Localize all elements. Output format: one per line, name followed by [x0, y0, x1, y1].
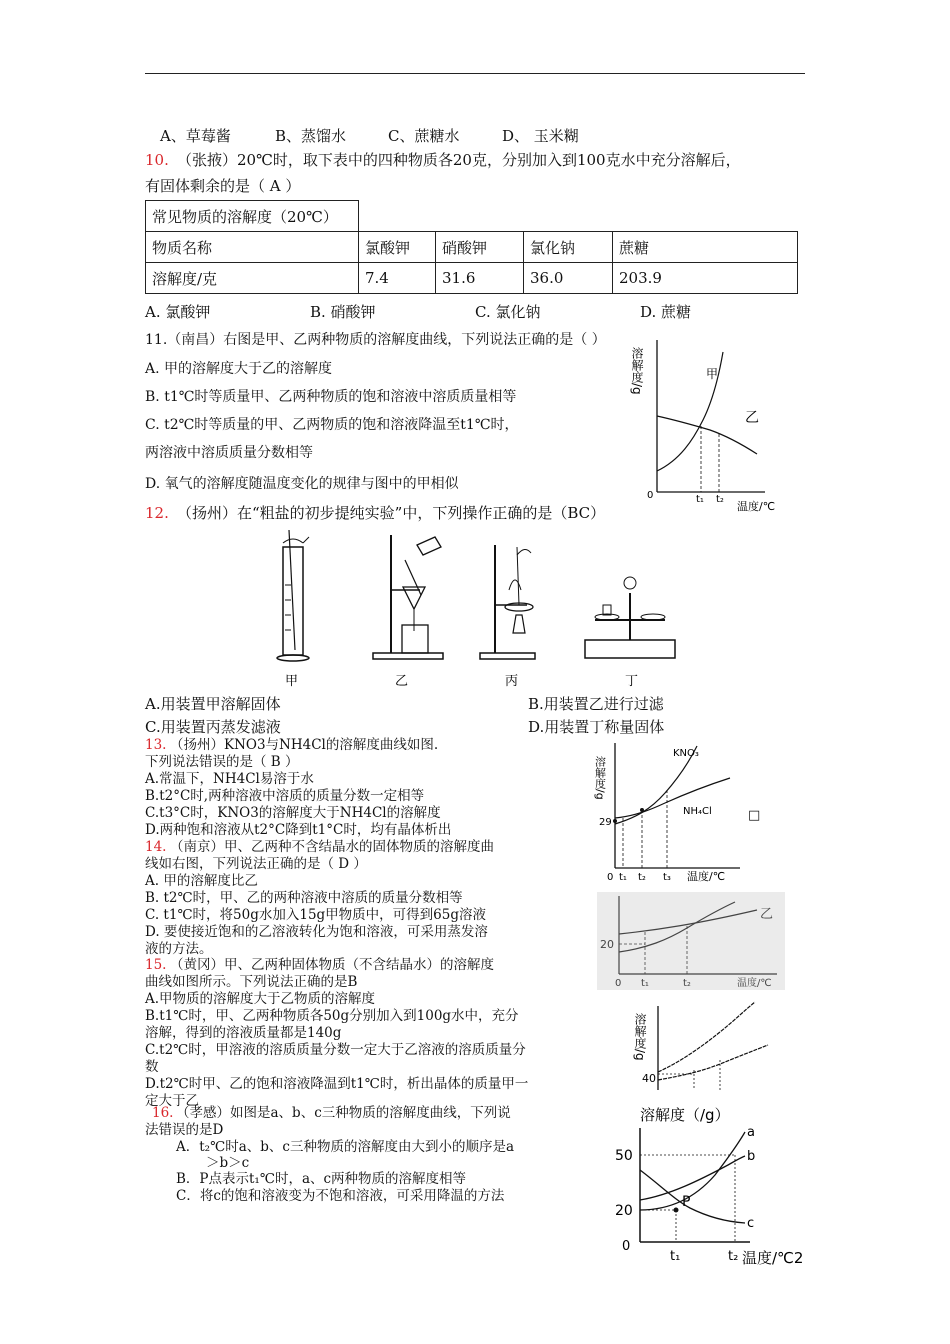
- tick-t1: t₁: [696, 494, 704, 505]
- tick-t1: t₁: [641, 978, 649, 989]
- origin: 0: [607, 872, 614, 883]
- table-cell: 蔗糖: [613, 232, 798, 263]
- q10-line1: （张掖）20℃时，取下表中的四种物质各20克，分别加入到100克水中充分溶解后，: [177, 151, 741, 169]
- table-cell: 7.4: [359, 263, 436, 294]
- solubility-table: [145, 200, 798, 294]
- q14-option-b: B. t2℃时，甲、乙的两种溶液中溶质的质量分数相等: [145, 890, 463, 906]
- q15-number: 15.: [145, 957, 167, 973]
- q12-option-a: A.用装置甲溶解固体: [145, 695, 281, 713]
- q14-option-a: A. 甲的溶解度比乙: [145, 873, 258, 889]
- table-cell: 物质名称: [146, 232, 359, 263]
- q15-line1: （黄冈）甲、乙两种固体物质（不含结晶水）的溶解度: [170, 957, 494, 973]
- q15-solubility-chart: [633, 1000, 770, 1092]
- label-yi: 乙: [745, 410, 759, 426]
- q16-option-c: C．将c的饱和溶液变为不饱和溶液，可采用降温的方法: [176, 1188, 505, 1204]
- q15-option-d1: D.t2℃时甲、乙的饱和溶液降温到t1℃时，析出晶体的质量甲一: [145, 1076, 529, 1092]
- table-title: 常见物质的溶解度（20℃）: [146, 201, 359, 232]
- label-c: c: [747, 1216, 755, 1231]
- q11-option-c2: 两溶液中溶质质量分数相等: [145, 445, 313, 461]
- label-ding: 丁: [625, 674, 639, 689]
- apparatus-ding: [585, 577, 675, 658]
- table-cell: 31.6: [436, 263, 524, 294]
- xlabel: 温度/℃: [737, 500, 776, 513]
- table-cell: 203.9: [613, 263, 798, 294]
- origin: 0: [615, 978, 622, 989]
- q13-option-c: C.t3°C时，KNO3的溶解度大于NH4Cl的溶解度: [145, 805, 441, 821]
- curve-b: [640, 1156, 745, 1200]
- q14-option-d2: 液的方法。: [145, 941, 213, 957]
- tick-t1: t₁: [619, 872, 627, 883]
- q16-option-b: B．P点表示t₁℃时，a、c两种物质的溶解度相等: [176, 1171, 467, 1187]
- apparatus-bing: [480, 545, 535, 659]
- q16-number: 16.: [152, 1105, 174, 1121]
- placeholder-box: □: [748, 808, 761, 823]
- q16-solubility-chart: [610, 1100, 810, 1272]
- q12-apparatus-figure: [255, 525, 695, 690]
- tick-t3: t₃: [663, 872, 671, 883]
- q13-option-a: A.常温下，NH4Cl易溶于水: [145, 771, 314, 787]
- label-yi: 乙: [395, 674, 409, 689]
- q11-option-c1: C. t2℃时等质量的甲、乙两物质的饱和溶液降温至t1℃时，: [145, 417, 519, 433]
- label-kno3: KNO₃: [673, 748, 699, 759]
- q15-option-a: A.甲物质的溶解度大于乙物质的溶解度: [145, 991, 376, 1007]
- q10-option-c: C. 氯化钠: [475, 303, 541, 321]
- q12-option-c: C.用装置丙蒸发滤液: [145, 718, 281, 736]
- q15-option-d2: 定大于乙: [145, 1093, 199, 1109]
- y-20: 20: [600, 938, 614, 951]
- xlabel: 温度/℃: [737, 978, 772, 989]
- q9-option-c: C、蔗糖水: [388, 127, 460, 145]
- tick-t2: t₂: [728, 1249, 739, 1264]
- apparatus-jia: [277, 530, 309, 661]
- q10-number: 10.: [145, 151, 169, 169]
- q15-line2: 曲线如图所示。下列说法正确的是B: [145, 974, 358, 990]
- label-bing: 丙: [505, 674, 519, 689]
- q13-line1: （扬州）KNO3与NH4Cl的溶解度曲线如图.: [170, 737, 439, 753]
- q13-option-d: D.两种饱和溶液从t2°C降到t1°C时，均有晶体析出: [145, 822, 452, 838]
- xlabel: 温度/℃2: [742, 1249, 804, 1267]
- y-50: 50: [615, 1148, 633, 1164]
- q12-option-b: B.用装置乙进行过滤: [528, 695, 664, 713]
- header-rule: [145, 73, 805, 74]
- apparatus-yi: [373, 535, 443, 659]
- ylabel: 溶解度（/g）: [640, 1106, 730, 1124]
- q16-line2: 法错误的是D: [145, 1122, 224, 1138]
- label-p: P: [682, 1194, 691, 1210]
- q14-number: 14.: [145, 839, 167, 855]
- tick-t2: t₂: [638, 872, 646, 883]
- point-p: [674, 1208, 679, 1213]
- q15-option-b2: 溶解，得到的溶液质量都是140g: [145, 1025, 342, 1041]
- q10-option-b: B. 硝酸钾: [310, 303, 376, 321]
- q11-option-d: D. 氧气的溶解度随温度变化的规律与图中的甲相似: [145, 476, 459, 492]
- q15-option-c2: 数: [145, 1059, 159, 1075]
- ylabel: 溶解度/g: [593, 756, 607, 800]
- q16-option-a1: A．t₂℃时a、b、c三种物质的溶解度由大到小的顺序是a: [176, 1139, 514, 1155]
- q11-option-b: B. t1℃时等质量甲、乙两种物质的饱和溶液中溶质质量相等: [145, 389, 517, 405]
- y-20: 20: [615, 1203, 633, 1219]
- q14-solubility-chart: [597, 892, 785, 990]
- q13-line2: 下列说法错误的是（ B ）: [145, 754, 299, 770]
- ylabel: 溶解度/g: [633, 1013, 647, 1061]
- tick-t2: t₂: [683, 978, 691, 989]
- tick-t1: t₁: [670, 1249, 681, 1264]
- curve-yi: [658, 1045, 768, 1080]
- q11-option-a: A. 甲的溶解度大于乙的溶解度: [145, 361, 333, 377]
- table-cell: 硝酸钾: [436, 232, 524, 263]
- label-jia: 甲: [706, 367, 719, 381]
- q14-line2: 线如右图，下列说法正确的是（ D ）: [145, 856, 367, 872]
- q9-option-b: B、蒸馏水: [275, 127, 347, 145]
- curve-jia: [658, 1002, 755, 1072]
- label-jia: 甲: [285, 674, 299, 689]
- label-yi: 乙: [760, 907, 774, 922]
- label-a: a: [747, 1125, 755, 1140]
- q15-option-c1: C.t2℃时，甲溶液的溶质质量分数一定大于乙溶液的溶质质量分: [145, 1042, 526, 1058]
- curve-yi: [657, 416, 757, 454]
- table-cell: 氯化钠: [524, 232, 613, 263]
- label-nh4cl: NH₄Cl: [683, 806, 712, 817]
- ylabel: 溶解度/g: [630, 347, 644, 395]
- q12-number: 12.: [145, 504, 169, 522]
- table-cell: 36.0: [524, 263, 613, 294]
- q10-line2: 有固体剩余的是（ A ）: [145, 177, 301, 195]
- q9-option-a: A、草莓酱: [160, 127, 231, 145]
- q13-number: 13.: [145, 737, 167, 753]
- table-row: [146, 232, 798, 263]
- y-29: 29: [599, 817, 612, 828]
- q16-option-a2: ＞b＞c: [206, 1155, 250, 1171]
- q12-option-d: D.用装置丁称量固体: [528, 718, 665, 736]
- q16-line1: （孝感）如图是a、b、c三种物质的溶解度曲线，下列说: [176, 1105, 511, 1121]
- origin: 0: [647, 490, 654, 501]
- origin: 0: [622, 1239, 631, 1254]
- q10-option-d: D. 蔗糖: [640, 303, 692, 321]
- label-b: b: [747, 1149, 756, 1164]
- curve-a: [640, 1132, 745, 1210]
- q12-stem: （扬州）在“粗盐的初步提纯实验”中，下列操作正确的是（BC）: [177, 504, 606, 522]
- table-cell: 溶解度/克: [146, 263, 359, 294]
- q9-option-d: D、 玉米糊: [502, 127, 579, 145]
- xlabel: 温度/℃: [687, 870, 726, 883]
- q14-option-d1: D. 要使接近饱和的乙溶液转化为饱和溶液，可采用蒸发溶: [145, 924, 488, 940]
- q10-option-a: A. 氯酸钾: [145, 303, 211, 321]
- tick-t2: t₂: [716, 494, 724, 505]
- y-40: 40: [642, 1072, 656, 1085]
- q13-option-b: B.t2°C时,两种溶液中溶质的质量分数一定相等: [145, 788, 425, 804]
- q14-option-c: C. t1℃时，将50g水加入15g甲物质中，可得到65g溶液: [145, 907, 487, 923]
- table-cell: 氯酸钾: [359, 232, 436, 263]
- q11-solubility-chart: [615, 330, 790, 515]
- q14-line1: （南京）甲、乙两种不含结晶水的固体物质的溶解度曲: [170, 839, 494, 855]
- q15-option-b1: B.t1℃时，甲、乙两种物质各50g分别加入到100g水中，充分: [145, 1008, 519, 1024]
- q11-stem: 11.（南昌）右图是甲、乙两种物质的溶解度曲线，下列说法正确的是（ ）: [145, 332, 606, 348]
- table-row: [146, 263, 798, 294]
- q13-solubility-chart: [595, 738, 745, 886]
